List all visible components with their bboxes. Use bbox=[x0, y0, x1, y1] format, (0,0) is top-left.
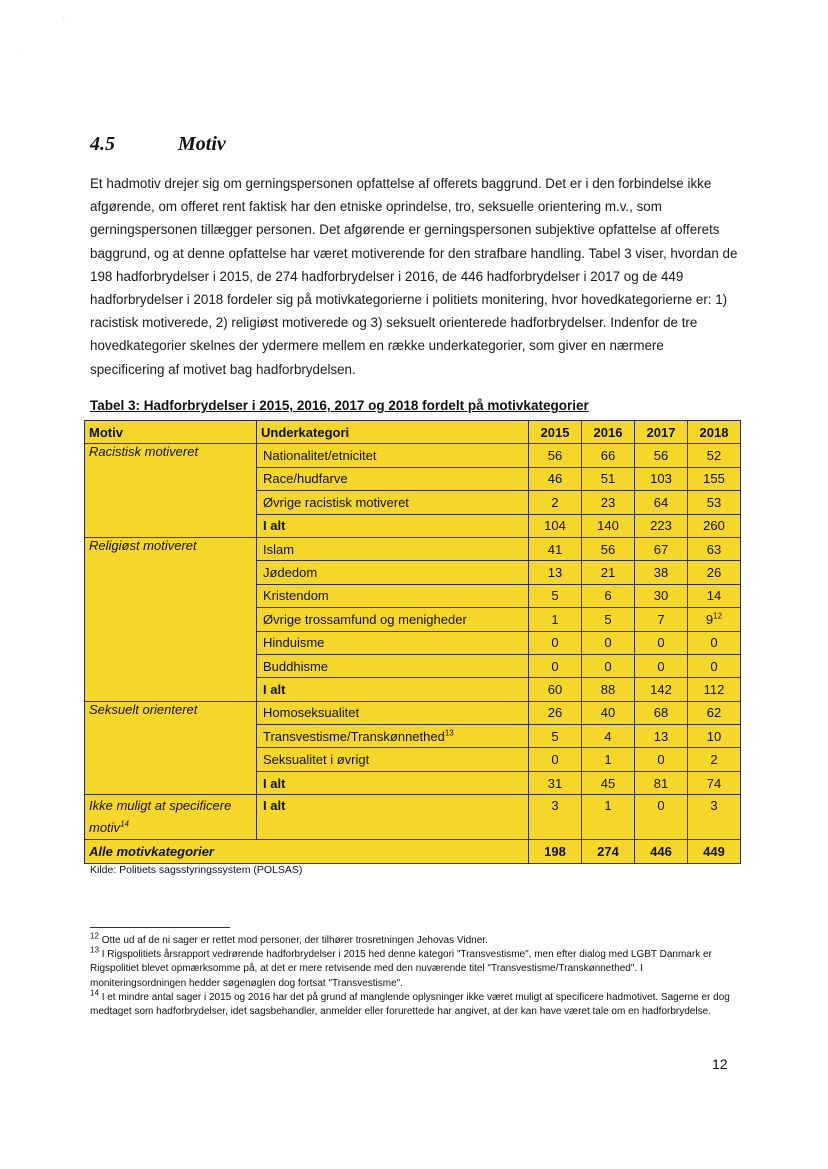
value-cell: 7 bbox=[635, 608, 688, 631]
value-cell: 1 bbox=[582, 748, 635, 771]
value-cell: 0 bbox=[582, 654, 635, 677]
table-caption: Tabel 3: Hadforbrydelser i 2015, 2016, 2017 og 2018 fordelt på motivkategorier bbox=[90, 398, 589, 413]
section-paragraph: Et hadmotiv drejer sig om gerningspersonen opfattelse af offerets baggrund. Det er i den forbindelse ikke afgørende, om offeret rent faktisk har den etniske oprindelse, tro, seksuelle orientering m.v., som gerningspersonen tillægger personen. Det afgørende er gerningspersonen subjektive opfattelse af offerets baggrund, og at denne opfattelse har været motiverende for den strafbare handling. Tabel 3 viser, hvordan de 198 hadforbrydelser i 2015, de 274 hadforbrydelser i 2016, de 446 hadforbrydelser i 2017 og de 449 hadforbrydelser i 2018 fordeler sig på motivkategorierne i politiets monitering, hvor hovedkategorierne er: 1) racistisk motiverede, 2) religiøst motiverede og 3) seksuelt orienterede hadforbrydelser. Indenfor de tre hovedkategorier skelnes der ydermere mellem en række underkategorier, som giver en nærmere specificering af motivet bag hadforbrydelsen. bbox=[90, 176, 738, 377]
value-cell: 6 bbox=[582, 584, 635, 607]
value-cell: 26 bbox=[688, 561, 741, 584]
table-row bbox=[85, 537, 741, 560]
value-cell: 0 bbox=[635, 748, 688, 771]
value-cell: 56 bbox=[582, 537, 635, 560]
value-cell: 81 bbox=[635, 771, 688, 794]
value-cell: 56 bbox=[529, 444, 582, 467]
value-cell: 74 bbox=[688, 771, 741, 794]
value-cell: 3 bbox=[688, 795, 741, 840]
section-number: 4.5 bbox=[90, 133, 115, 155]
grand-total-label: Alle motivkategorier bbox=[85, 840, 529, 863]
value-cell: 0 bbox=[582, 631, 635, 654]
value-cell: 68 bbox=[635, 701, 688, 724]
value-cell: 21 bbox=[582, 561, 635, 584]
category-sexual: Seksuelt orienteret bbox=[85, 701, 257, 795]
subcategory-label: Jødedom bbox=[257, 561, 529, 584]
value-cell: 13 bbox=[529, 561, 582, 584]
footnote-divider bbox=[90, 927, 230, 928]
footnote-13 bbox=[90, 945, 738, 991]
subcategory-label: Nationalitet/etnicitet bbox=[257, 444, 529, 467]
value-cell: 449 bbox=[688, 840, 741, 863]
scan-speck: ◦ bbox=[62, 14, 65, 23]
value-cell: 103 bbox=[635, 467, 688, 490]
section-heading bbox=[90, 133, 226, 156]
footnote-14 bbox=[90, 988, 738, 1019]
table-header-row bbox=[85, 421, 741, 444]
value-cell: 62 bbox=[688, 701, 741, 724]
subcategory-label: Øvrige racistisk motiveret bbox=[257, 491, 529, 514]
value-cell: 56 bbox=[635, 444, 688, 467]
value-cell: 23 bbox=[582, 491, 635, 514]
subtotal-label: I alt bbox=[257, 795, 529, 840]
header-underkategori: Underkategori bbox=[257, 421, 529, 444]
header-2016: 2016 bbox=[582, 421, 635, 444]
subcategory-label: Hinduisme bbox=[257, 631, 529, 654]
subcategory-label: Seksualitet i øvrigt bbox=[257, 748, 529, 771]
category-racist: Racistisk motiveret bbox=[85, 444, 257, 538]
value-cell: 446 bbox=[635, 840, 688, 863]
footnote-ref-14: 14 bbox=[120, 819, 129, 829]
value-cell: 5 bbox=[529, 584, 582, 607]
value-cell: 274 bbox=[582, 840, 635, 863]
category-religious: Religiøst motiveret bbox=[85, 537, 257, 701]
value-cell: 52 bbox=[688, 444, 741, 467]
value-cell: 198 bbox=[529, 840, 582, 863]
value-cell: 51 bbox=[582, 467, 635, 490]
value-cell: 0 bbox=[635, 631, 688, 654]
value-cell: 13 bbox=[635, 725, 688, 748]
subcategory-label: Race/hudfarve bbox=[257, 467, 529, 490]
subcategory-label: Kristendom bbox=[257, 584, 529, 607]
footnote-ref-13: 13 bbox=[444, 728, 454, 738]
subcategory-label: Islam bbox=[257, 537, 529, 560]
value-cell: 46 bbox=[529, 467, 582, 490]
footnote-text: Otte ud af de ni sager er rettet mod personer, der tilhører trosretningen Jehovas Vidner. bbox=[101, 935, 488, 946]
value-cell: 140 bbox=[582, 514, 635, 537]
value-cell: 0 bbox=[529, 654, 582, 677]
header-motiv: Motiv bbox=[85, 421, 257, 444]
table-row-grand-total bbox=[85, 840, 741, 863]
subcategory-text: Transvestisme/Transkønnethed bbox=[263, 728, 445, 744]
category-unspecified bbox=[85, 795, 257, 840]
value-cell: 14 bbox=[688, 584, 741, 607]
value-cell: 5 bbox=[582, 608, 635, 631]
value-cell: 5 bbox=[529, 725, 582, 748]
footnote-text: I Rigspolitiets årsrapport vedrørende hadforbrydelser i 2015 hed denne kategori "Transvestisme", men efter dialog med LGBT Danmark er Rigspolitiet blevet opmærksomme på, at det er mere retvisende med den nuværende titel "Transvestisme/Transkønnethed". I moniteringsordningen hedder søgenøglen dog fortsat "Transvestisme". bbox=[90, 949, 712, 989]
table-row bbox=[85, 701, 741, 724]
value-cell: 53 bbox=[688, 491, 741, 514]
footnote-number: 13 bbox=[90, 945, 99, 955]
page-number: 12 bbox=[712, 1056, 728, 1072]
table-row bbox=[85, 444, 741, 467]
header-2017: 2017 bbox=[635, 421, 688, 444]
value-cell: 40 bbox=[582, 701, 635, 724]
value-cell: 0 bbox=[529, 631, 582, 654]
subcategory-label: Øvrige trossamfund og menigheder bbox=[257, 608, 529, 631]
value-text: 9 bbox=[705, 611, 714, 627]
value-cell: 1 bbox=[582, 795, 635, 840]
subtotal-label: I alt bbox=[257, 678, 529, 701]
footnote-number: 14 bbox=[90, 988, 99, 998]
header-2015: 2015 bbox=[529, 421, 582, 444]
footnote-text: I et mindre antal sager i 2015 og 2016 har det på grund af manglende oplysninger ikke været muligt at specificere hadmotivet. Sagerne er dog medtaget som hadforbrydelser, idet sagsbehandler, anmelder eller forurettede har angivet, at der kan have været tale om en hadforbrydelse. bbox=[90, 991, 730, 1018]
value-cell: 0 bbox=[635, 654, 688, 677]
value-cell: 2 bbox=[529, 491, 582, 514]
value-cell: 63 bbox=[688, 537, 741, 560]
subtotal-label: I alt bbox=[257, 771, 529, 794]
value-cell: 30 bbox=[635, 584, 688, 607]
subtotal-label: I alt bbox=[257, 514, 529, 537]
value-cell: 0 bbox=[529, 748, 582, 771]
value-cell: 223 bbox=[635, 514, 688, 537]
table-row-subtotal bbox=[85, 795, 741, 840]
value-cell: 41 bbox=[529, 537, 582, 560]
value-cell: 112 bbox=[688, 678, 741, 701]
value-cell: 10 bbox=[688, 725, 741, 748]
value-cell bbox=[688, 608, 741, 631]
value-cell: 0 bbox=[635, 795, 688, 840]
header-2018: 2018 bbox=[688, 421, 741, 444]
scan-speck: · bbox=[18, 50, 21, 59]
value-cell: 64 bbox=[635, 491, 688, 514]
value-cell: 38 bbox=[635, 561, 688, 584]
footnote-number: 12 bbox=[90, 931, 99, 941]
subcategory-label bbox=[257, 725, 529, 748]
value-cell: 104 bbox=[529, 514, 582, 537]
value-cell: 4 bbox=[582, 725, 635, 748]
value-cell: 142 bbox=[635, 678, 688, 701]
value-cell: 67 bbox=[635, 537, 688, 560]
footnotes bbox=[90, 931, 738, 1019]
value-cell: 0 bbox=[688, 654, 741, 677]
value-cell: 26 bbox=[529, 701, 582, 724]
value-cell: 31 bbox=[529, 771, 582, 794]
subcategory-label: Buddhisme bbox=[257, 654, 529, 677]
table-source: Kilde: Politiets sagsstyringssystem (POLSAS) bbox=[90, 864, 303, 876]
value-cell: 60 bbox=[529, 678, 582, 701]
footnote-ref-12: 12 bbox=[713, 611, 723, 621]
footnote-12 bbox=[90, 931, 738, 948]
section-title: Motiv bbox=[178, 133, 226, 155]
value-cell: 260 bbox=[688, 514, 741, 537]
value-cell: 0 bbox=[688, 631, 741, 654]
value-cell: 3 bbox=[529, 795, 582, 840]
value-cell: 155 bbox=[688, 467, 741, 490]
value-cell: 88 bbox=[582, 678, 635, 701]
value-cell: 66 bbox=[582, 444, 635, 467]
category-text: Ikke muligt at specificere motiv bbox=[89, 798, 232, 836]
value-cell: 1 bbox=[529, 608, 582, 631]
value-cell: 2 bbox=[688, 748, 741, 771]
subcategory-label: Homoseksualitet bbox=[257, 701, 529, 724]
value-cell: 45 bbox=[582, 771, 635, 794]
motive-table bbox=[84, 420, 741, 864]
